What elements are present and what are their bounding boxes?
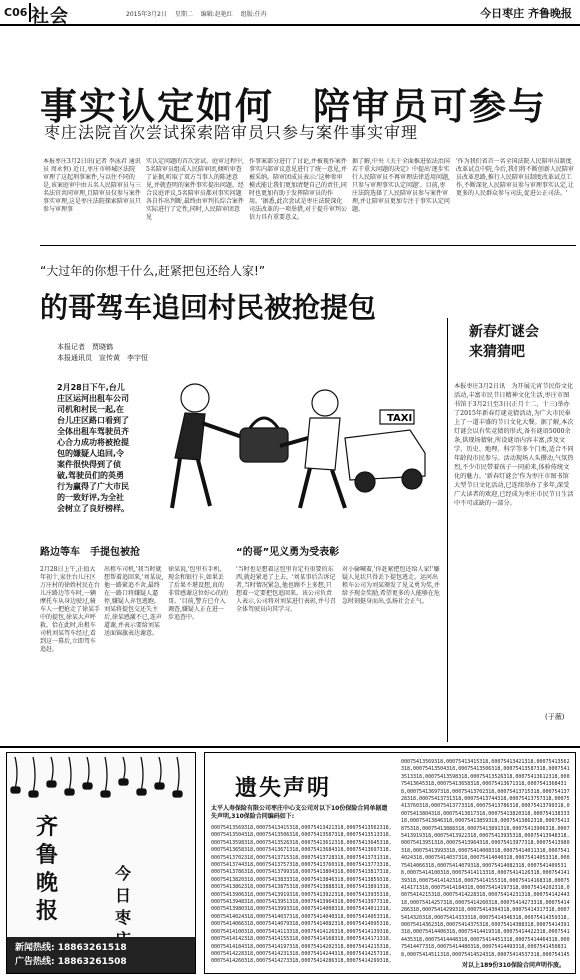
ads-hotline: 18863261508 [57, 957, 127, 967]
story2-byline [57, 342, 148, 364]
story2-col-5: 对小偷喊着,'你赶紧把包还给人家!'嫌疑人见状只得丢下提包逃走。运河出租车公司为刘某颁发了见义勇为奖,并给予现金奖励,希望更多的人能够在危急时刻挺身而出,弘扬社会正气。 [342, 566, 440, 605]
story1-subhead: 枣庄法院首次尝试探索陪审员只参与案件事实审理 [44, 123, 419, 142]
story1-column-1: 本报枣庄3月2日讯(记者 李泳君 通讯员 周永恒) 近日,枣庄市峄城区法院审理了这起刑事案件,与以往不同的是,该案庭审中由五名人民陪审员与三名法官共同审理,且陪审员仅参与案件事实审理,这是枣庄法院探索陪审员只参与审理事 [43, 158, 141, 213]
byline-reporter: 本报记者 贾晓鹤 [57, 343, 113, 351]
ad-separator-rule [0, 746, 580, 748]
ads-hotline-label: 广告热线: [15, 957, 55, 967]
ad-logo: 齐鲁晚报 [35, 814, 58, 924]
notice-intro: 太平人寿保险有限公司枣庄中心支公司对以下10份保险合同单据遗失声明,310保险合同编码如下: [211, 805, 388, 820]
newspaper-ad [6, 752, 196, 974]
story1-column-2: 实认定问题的首次尝试。庭审过程中,5名陪审员组成人民陪审团,倾听审查了证据,听取了双方当事人的陈述意见,并就查明的案件事实提出问题。经合议庭评议,5名陪审员都对事实问题各自作出判断,最终由审判长综合案件实际进行了定性,同时,人民陪审团意见 [146, 158, 244, 221]
story1-column-5: '作为我们省首一名全国法院人民陪审员制度改革试点中院,今后,我们将不断创新人民陪审员改革思路,推行人民陪审员制度改革试点工作,不断深化人民陪审员参与审理事实认定,让更多的人民群众参与司法,促进公正司法。' [456, 158, 574, 197]
layout-credit: 组版:任冉 [240, 11, 267, 18]
story2-col-2: 出租车司机,'我当时就想帮着追回来,'刘某说,他一路紧追不舍,最终在一路口将嫌疑人逼停,嫌疑人弃包逃跑。刘某将提包交还失主后,徐某感激不已,连声道谢,并表示要给刘某送面锦旗表达谢意。 [104, 566, 164, 637]
story2-subhead-2: “的哥”见义勇为受表彰 [236, 547, 340, 558]
story2-lede: 2月28日下午,台儿庄区运河出租车公司司机和村民一起,在台儿庄区路口看到了全体出租车驾驶员齐心合力成功将被抢提包的嫌疑人追回,令案件很快得到了侦破,驾驶员们的英勇行为赢得了广大市民的一致好评,为全社会树立了良好榜样。 [57, 383, 129, 513]
news-hotline-label: 新闻热线: [15, 943, 55, 953]
story1-column-3: 作事案部分进行了讨论,并被视作案件事实内部审议意见进行了统一意见,并被采纳。陪审团成员表示:'这种参审模式能让我们更加清楚自己的责任,同时也更加有助于发挥陪审员的作用。'据悉,此次尝试是枣庄法院深化司法改革的一项举措,对于提升审判公信力具有重要意义。 [249, 158, 347, 221]
story1-headline: 事实认定如何 陪审员可参与 [40, 85, 547, 128]
side-story-credit: (于薇) [545, 713, 565, 721]
taxi-chase-illustration [140, 358, 430, 523]
story2-col-4: '当时也是想着这包里肯定有重要的东西,就赶紧追了上去。'刘某事后告诉记者,当时情况紧急,他也顾不上多想,只想着一定要把包追回来。该公司负责人表示,公司将对刘某进行表彰,并号召全体驾驶员向其学习。 [236, 566, 336, 613]
news-hotline: 18863261518 [57, 943, 127, 953]
page-header [0, 0, 580, 26]
taxi-sign-icon: TAXI [387, 413, 413, 424]
story2-col-1: 2月28日上午,正值大年初十,家住台儿庄区万庄村的徐姓村民在台儿庄路边等车时,一辆摩托车从身边驶过,骑车人一把抢走了徐某手中的提包,徐某大声呼救。恰在此时,出租车司机刘某驾车经过,看到这一幕后,立即驾车追赶。 [40, 566, 100, 653]
side-headline-line1: 新春灯谜会 [469, 324, 539, 340]
notice-title: 遗失声明 [235, 776, 332, 801]
ad-hotlines [7, 937, 195, 973]
story2-col-3: 徐某说,'包里有手机、现金和银行卡,如果丢了后果不堪设想,真的非常感谢这位好心的的哥。'目前,警方已介入调查,嫌疑人正在进一步追查中。 [168, 566, 228, 621]
byline-correspondent: 本报通讯员 宣传黄 李宇恒 [57, 354, 148, 362]
side-column-rule [447, 318, 448, 742]
telephone-cords-icon [7, 753, 197, 799]
newspaper-brand: 今日枣庄 齐鲁晚报 [480, 7, 572, 20]
section-title: 社会 [31, 6, 69, 27]
notice-numbers-right: 00075413569318,00075413415318,00075413421318,00075413562318,00075413504318,00075413506318,00075413587318,00075413513318,00075413598318,00075413526318,00075413612318,00075413645318,00075413658318,00075413671318,00075413684318,00075413697318,00075413702318,00075413715318,00075413728318,00075413731318,00075413744318,00075413757318,00075413760318,00075413773318,00075413786318,00075413799318,00075413804318,00075413817318,00075413820318,00075413833318,00075413846318,00075413859318,00075413862318,00075413875318,00075413888318,00075413891318,00075413906318,00075413919318,00075413922318,00075413935318,00075413948318,00075413951318,00075413964318,00075413977318,00075413980318,00075413993318,00075414008318,00075414011318,00075414024318,00075414037318,00075414040318,00075414053318,00075414066318,00075414079318,00075414082318,00075414095318,00075414100318,00075414113318,00075414126318,00075414139318,00075414142318,00075414155318,00075414168318,00075414171318,00075414184318,00075414197318,00075414202318,00075414215318,00075414228318,00075414231318,00075414244318,00075414257318,00075414260318,00075414273318,00075414286318,00075414299318,00075414304318,00075414317318,00075414320318,00075414333318,00075414346318,00075414359318,00075414362318,00075414375318,00075414388318,00075414391318,00075414406318,00075414419318,00075414422318,00075414435318,00075414448318,00075414451318,00075414464318,00075414477318,00075414480318,00075414493318,00075414508318,00075414511318,00075414524318,00075414537318,000754145 [401, 759, 570, 958]
side-headline [469, 322, 539, 362]
page-meta [126, 9, 273, 18]
story1-column-4: 据了解,中央《关于全面推进依法治国若干重大问题的决定》中提出'逐步实行人民陪审员不再审理法律适用问题,只参与审理事实认定问题'。目前,枣庄法院选择了人民陪审员参与案件审理,并让陪审员更加专注于事实认定问题。 [352, 158, 450, 213]
story2-kicker: “大过年的你想干什么,赶紧把包还给人家!” [40, 264, 266, 278]
side-story-text: 本报枣庄3月2日讯 为开展元宵节民俗文化活动,丰富市民节日精神文化生活,枣庄市图书馆于3月2日至3日(正月十二、十三)举办了2015年新春灯谜竞猜活动,为广大市民奉上了一道丰盛的节日文化大餐。据了解,本次灯谜会以有奖竞猜的形式,备有谜语5000余条,供现场猜射,所设谜语内容丰富,涉及文学、历史、地理、科学等多个门类,适合不同年龄段市民参与。活动现场人头攒动,气氛热烈,不少市民带着孩子一同前来,体验传统文化的魅力。'新春灯谜会'作为枣庄市图书馆大型节日文化活动,已连续举办了多年,深受广大读者的欢迎,已经成为枣庄市民节日生活中不可或缺的一部分。 [454, 383, 574, 507]
story2-headline: 的哥驾车追回村民被抢提包 [40, 291, 377, 324]
notice-footer: 对以上189份310保险合同声明作废。 [461, 962, 565, 969]
page-number: C06 [4, 6, 28, 19]
side-headline-line2: 来猜猜吧 [469, 344, 525, 360]
lost-notice [204, 752, 576, 974]
section-rule [40, 245, 576, 246]
notice-numbers-left: 00075413569318,00075413415318,00075413421318,00075413562318,00075413504318,00075413506318,00075413587318,00075413513318,00075413598318,00075413526318,00075413612318,00075413645318,00075413658318,00075413671318,00075413684318,00075413697318,00075413702318,00075413715318,00075413728318,00075413731318,00075413744318,00075413757318,00075413760318,00075413773318,00075413786318,00075413799318,00075413804318,00075413817318,00075413820318,00075413833318,00075413846318,00075413859318,00075413862318,00075413875318,00075413888318,00075413891318,00075413906318,00075413919318,00075413922318,00075413935318,00075413948318,00075413951318,00075413964318,00075413977318,00075413980318,00075413993318,00075414008318,00075414011318,00075414024318,00075414037318,00075414040318,00075414053318,00075414066318,00075414079318,00075414082318,00075414095318,00075414100318,00075414113318,00075414126318,00075414139318,00075414142318,00075414155318,00075414168318,00075414171318,00075414184318,00075414197318,00075414202318,00075414215318,00075414228318,00075414231318,00075414244318,00075414257318,00075414260318,00075414273318,00075414286318,00075414299318, [211, 825, 392, 963]
issue-date: 2015年3月2日 [126, 11, 167, 18]
editor-credit: 编辑:赵艳红 [200, 11, 233, 18]
issue-weekday: 星期二 [174, 11, 193, 18]
ad-title: 今日枣 [115, 864, 132, 927]
story2-subhead-1: 路边等车 手提包被抢 [40, 547, 140, 558]
